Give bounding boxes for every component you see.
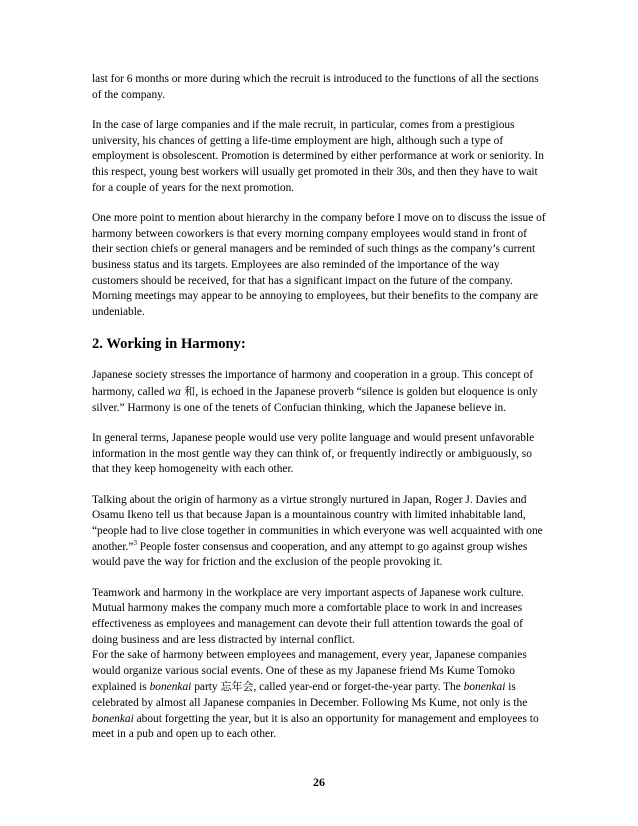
text-segment: , is echoed in the Japanese proverb “silence is golden but eloquence is only silver.” Harmony is one of the tenets of Confucian thinking, which the Japanese believe in. [92,385,538,414]
paragraph-teamwork: Teamwork and harmony in the workplace are very important aspects of Japanese work culture. Mutual harmony makes the company much more a comfortable place to work in and increases effectiveness as employees and management can devote their full attention towards the goal of doing business and are less distracted by internal conflict. [92,586,524,646]
text-segment: is celebrated by almost all Japanese companies in December. Following Ms Kume, not only is the [92,681,528,709]
document-page [92,72,547,758]
paragraph-lifetime-employment: In the case of large companies and if the male recruit, in particular, comes from a prestigious university, his chances of getting a life-time employment are high, although such a type of employment is obsolescent. Promotion is determined by either performance at work or seniority. In this respect, young best workers will usually get promoted in their 30s, and then they have to wait for a couple of years for the next promotion. [92,119,544,194]
text-segment: , called year-end or forget-the-year party. The [253,681,464,694]
paragraph-morning-meetings: One more point to mention about hierarchy in the company before I move on to discuss the issue of harmony between coworkers is that every morning company employees would stand in front of their section chiefs or general managers and be reminded of such things as the company’s current business status and its targets. Employees are also reminded of the importance of the way customers should be received, for that has a significant impact on the future of the company. Morning meetings may appear to be annoying to employees, but their benefits to the company are undeniable. [92,212,546,318]
text-segment: Japanese society stresses the importance of harmony and cooperation in a group. This concept of harmony, called [92,369,534,398]
italic-term-bonenkai: bonenkai [149,681,192,694]
italic-term-bonenkai: bonenkai [463,681,506,694]
page-number: 26 [313,775,325,789]
italic-term-wa: wa [167,385,181,398]
text-segment: For the sake of harmony between employees and management, every year, Japanese companies would organize various social events. One of these as my Japanese friend Ms Kume Tomoko explained is [92,649,527,694]
text-segment: Talking about the origin of harmony as a virtue strongly nurtured in Japan, Roger J. Davies and Osamu Ikeno tell us that because Japan is a mountainous country with limited inhabitable land, “people had to live close together in communities in which everyone was well acquainted with one another.” [92,493,543,553]
paragraph-bonenkai [92,648,547,743]
paragraph-origin-of-harmony [92,493,547,571]
kanji-bonenkai: 忘年会 [220,680,254,694]
section-heading: 2. Working in Harmony: [92,336,246,353]
italic-term-bonenkai: bonenkai [92,712,134,725]
kanji-wa: 和 [180,384,196,398]
paragraph-recruit-training: last for 6 months or more during which the recruit is introduced to the functions of all the sections of the company. [92,73,539,101]
footnote-marker: 3 [133,538,137,547]
text-segment: People foster consensus and cooperation, and any attempt to go against group wishes would pave the way for friction and the exclusion of the people provoking it. [92,540,528,569]
text-segment: about forgetting the year, but it is also an opportunity for management and employees to meet in a pub and open up to each other. [92,712,539,741]
text-segment: party [191,681,221,694]
paragraph-polite-language: In general terms, Japanese people would use very polite language and would present unfavorable information in the most gentle way they can think of, or frequently indirectly or ambiguously, so that they keep homogeneity with each other. [92,432,535,476]
paragraph-concept-of-wa [92,368,547,416]
